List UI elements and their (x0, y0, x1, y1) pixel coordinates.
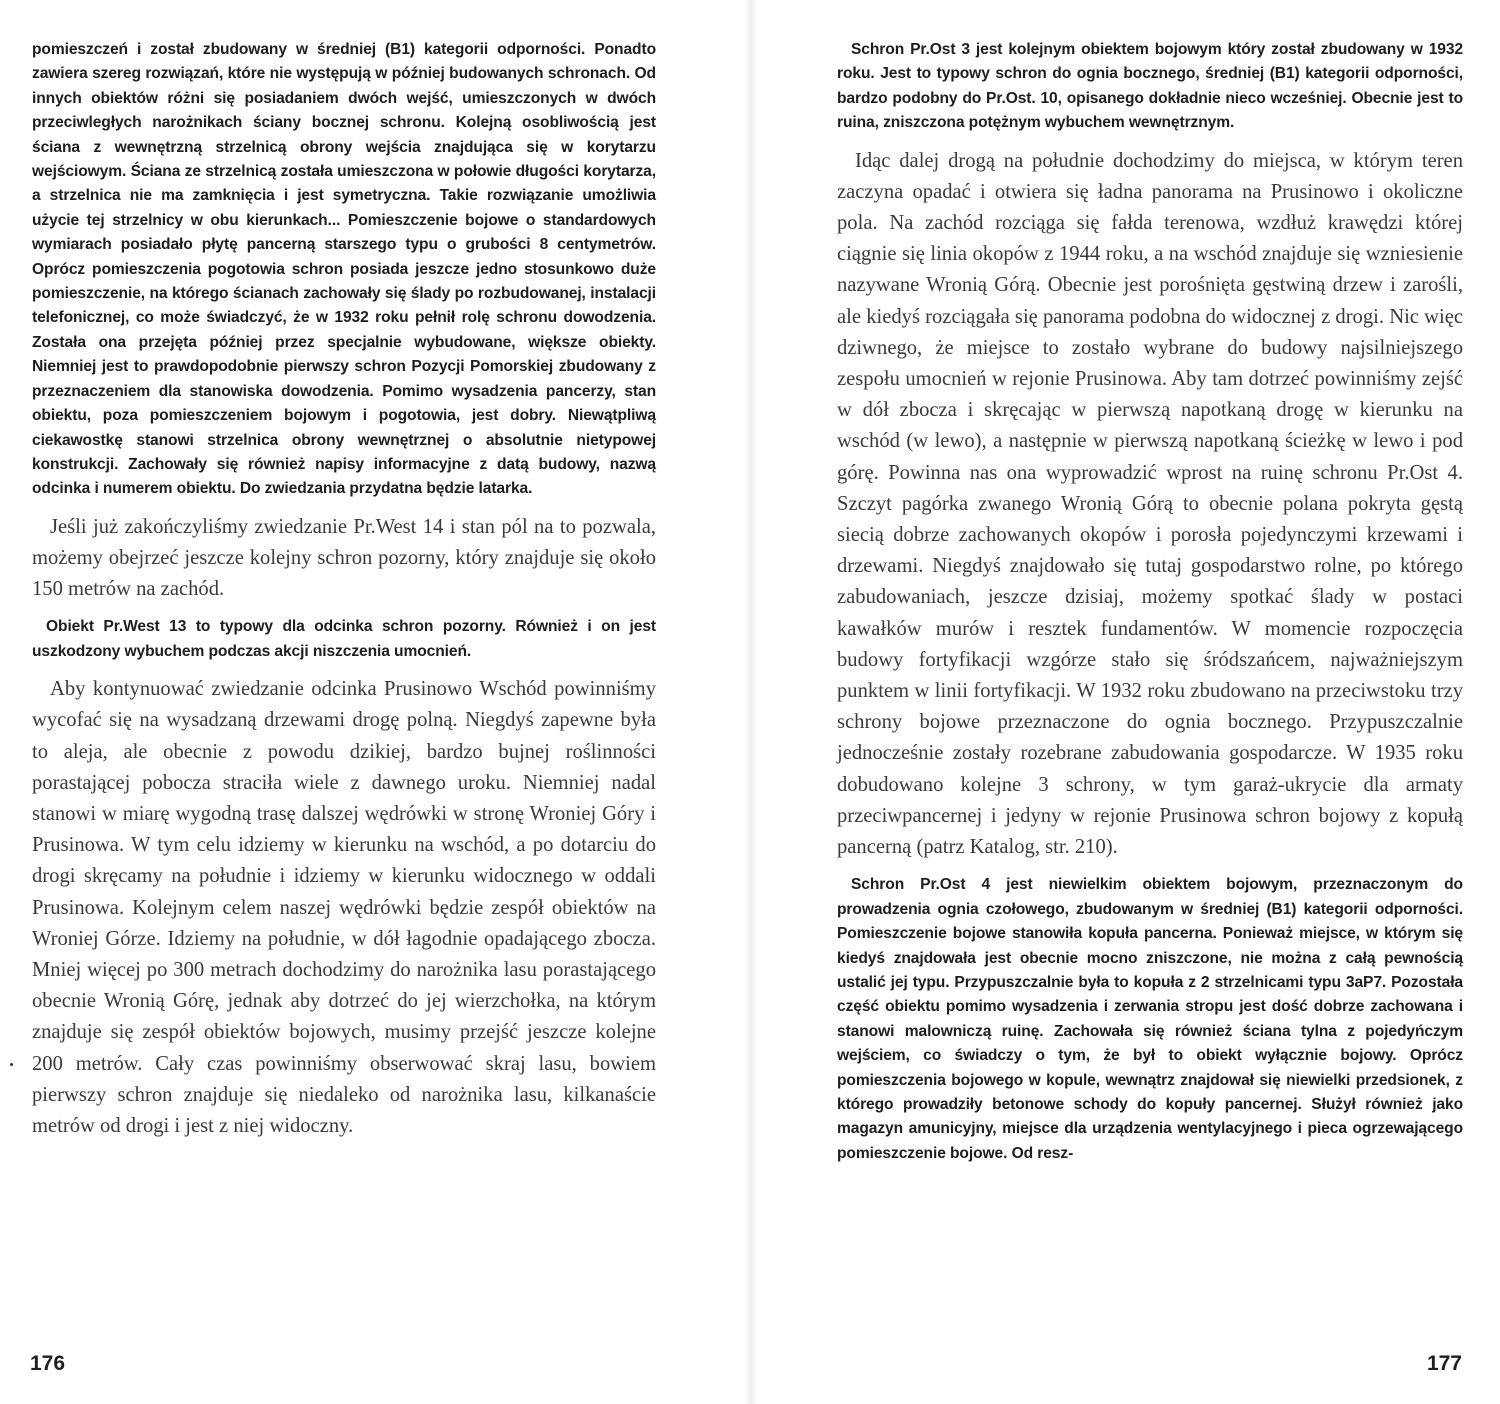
paragraph-body: Idąc dalej drogą na południe dochodzimy do miejsca, w którym teren zaczyna opadać i otwiera się ładna panorama na Prusinowo i okoliczne pola. Na zachód rozciąga się fałda terenowa, wzdłuż krawędzi której ciągnie się linia okopów z 1944 roku, a na wschód znajduje się wzniesienie nazywane Wronią Górą. Obecnie jest porośnięta gęstwiną drzew i zarośli, ale kiedyś rozciągała się panorama podobna do widocznej z drogi. Nic więc dziwnego, że miejsce to zostało wybrane do budowy najsilniejszego zespołu umocnień w rejonie Prusinowa. Aby tam dotrzeć powinniśmy zejść w dół zbocza i skręcając w pierwszą napotkaną drogę w kierunku na wschód (w lewo), a następnie w pierwszą napotkaną ścieżkę w lewo i pod górę. Powinna nas ona wyprowadzić wprost na ruinę schronu Pr.Ost 4. Szczyt pagórka zwanego Wronią Górą to obecnie polana pokryta gęstą siecią dobrze zachowanych okopów i porosła pojedynczymi krzewami i drzewami. Niegdyś znajdowało się tutaj gospodarstwo rolne, po którego zabudowaniach, jeszcze dzisiaj, możemy spotkać ślady w postaci kawałków murów i resztek fundamentów. W momencie rozpoczęcia budowy fortyfikacji wzgórze stało się śródszańcem, najważniejszym punktem w linii fortyfikacji. W 1932 roku zbudowano na przeciwstoku trzy schrony bojowe przeznaczone do ognia bocznego. Przypuszczalnie jednocześnie zostały rozebrane zabudowania gospodarcze. W 1935 roku dobudowano kolejne 3 schrony, w tym garaż-ukrycie dla armaty przeciwpancernej i jedyny w rejonie Prusinowa schron bojowy z kopułą pancerną (patrz Katalog, str. 210). (837, 149, 1463, 859)
right-page (750, 0, 1500, 1404)
paragraph-bold: Schron Pr.Ost 4 jest niewielkim obiektem bojowym, przeznaczonym do prowadzenia ognia czołowego, zbudowanym w średniej (B1) kategorii odporności. Pomieszczenie bojowe stanowiła kopuła pancerna. Ponieważ miejsce, w którym się kiedyś znajdowała jest obecnie mocno zniszczone, nie można z całą pewnością ustalić jej typu. Przypuszczalnie była to kopuła z 2 strzelnicami typu 3aP7. Pozostała część obiektu pomimo wysadzenia i zerwania stropu jest dość dobrze zachowana i stanowi malowniczą ruinę. Zachowała się również ściana tylna z pojedyńczym wejściem, co świadczy o tym, że był to obiekt wyłącznie bojowy. Oprócz pomieszczenia bojowego w kopule, wewnątrz znajdował się niewielki przedsionek, z którego prowadziły betonowe schody do kopuły pancernej. Służył również jako magazyn amunicyjny, miejsce dla urządzenia wentylacyjnego i pieca ogrzewającego pomieszczenie bojowe. Od resz- (837, 876, 1463, 1162)
margin-mark (10, 1063, 13, 1066)
paragraph-body: Jeśli już zakończyliśmy zwiedzanie Pr.West 14 i stan pól na to pozwala, możemy obejrzeć jeszcze kolejny schron pozorny, który znajduje się około 150 metrów na zachód. (32, 515, 656, 601)
page-number-right: 177 (1426, 1352, 1462, 1375)
paragraph-bold: pomieszczeń i został zbudowany w średniej (B1) kategorii odporności. Ponadto zawiera szereg rozwiązań, które nie występują w później budowanych schronach. Od innych obiektów różni się posiadaniem dwóch wejść, umieszczonych w dwóch przeciwległych narożnikach ściany bocznej schronu. Kolejną osobliwością jest ściana z wewnętrzną strzelnicą obrony wejścia znajdująca się w korytarzu wejściowym. Ściana ze strzelnicą została umieszczona w połowie długości korytarza, a strzelnica nie ma zamknięcia i jest symetryczna. Takie rozwiązanie umożliwia użycie tej strzelnicy w obu kierunkach... Pomieszczenie bojowe o standardowych wymiarach posiadało płytę pancerną starszego typu o grubości 8 centymetrów. Oprócz pomieszczenia pogotowia schron posiada jeszcze jedno stosunkowo duże pomieszczenie, na którego ścianach zachowały się ślady po rozbudowanej, instalacji telefonicznej, co może świadczyć, że w 1932 roku pełnił rolę schronu dowodzenia. Została ona przejęta później przez specjalnie wybudowane, większe obiekty. Niemniej jest to prawdopodobnie pierwszy schron Pozycji Pomorskiej zbudowany z przeznaczeniem dla stanowiska dowodzenia. Pomimo wysadzenia pancerzy, stan obiektu, poza pomieszczeniem bojowym i pogotowia, jest dobry. Niewątpliwą ciekawostkę stanowi strzelnica obrony wewnętrznej o absolutnie nietypowej konstrukcji. Zachowały się również napisy informacyjne z datą budowy, nazwą odcinka i numerem obiektu. Do zwiedzania przydatna będzie latarka. (32, 41, 656, 498)
paragraph-body: Aby kontynuować zwiedzanie odcinka Prusinowo Wschód powinniśmy wycofać się na wysadzaną drzewami drogę polną. Niegdyś zapewne była to aleja, ale obecnie z powodu dzikiej, bardzo bujnej roślinności porastającej pobocza straciła wiele z dawnego uroku. Niemniej nadal stanowi w miarę wygodną trasę dalszej wędrówki w stronę Wroniej Góry i Prusinowa. W tym celu idziemy w kierunku na wschód, a po dotarciu do drogi skręcamy na południe i idziemy w kierunku widocznego w oddali Prusinowa. Kolejnym celem naszej wędrówki będzie zespół obiektów na Wroniej Górze. Idziemy na południe, w dół łagodnie opadającego zbocza. Mniej więcej po 300 metrach dochodzimy do narożnika lasu porastającego obecnie Wronią Górę, jednak aby dotrzeć do jej wierzchołka, na którym znajduje się zespół obiektów bojowych, musimy przejść jeszcze kolejne 200 metrów. Cały czas powinniśmy obserwować skraj lasu, bowiem pierwszy schron znajduje się niedaleko od narożnika lasu, kilkanaście metrów od drogi i jest z niej widoczny. (32, 678, 656, 1137)
left-text-column (32, 38, 656, 1152)
page-number-left: 176 (30, 1352, 66, 1375)
right-text-column (837, 38, 1463, 1176)
paragraph-bold: Schron Pr.Ost 3 jest kolejnym obiektem bojowym który został zbudowany w 1932 roku. Jest to typowy schron do ognia bocznego, średniej (B1) kategorii odporności, bardzo podobny do Pr.Ost. 10, opisanego dokładnie nieco wcześniej. Obecnie jest to ruina, zniszczona potężnym wybuchem wewnętrznym. (837, 41, 1463, 132)
paragraph-bold: Obiekt Pr.West 13 to typowy dla odcinka schron pozorny. Również i on jest uszkodzony wybuchem podczas akcji niszczenia umocnień. (32, 618, 656, 660)
